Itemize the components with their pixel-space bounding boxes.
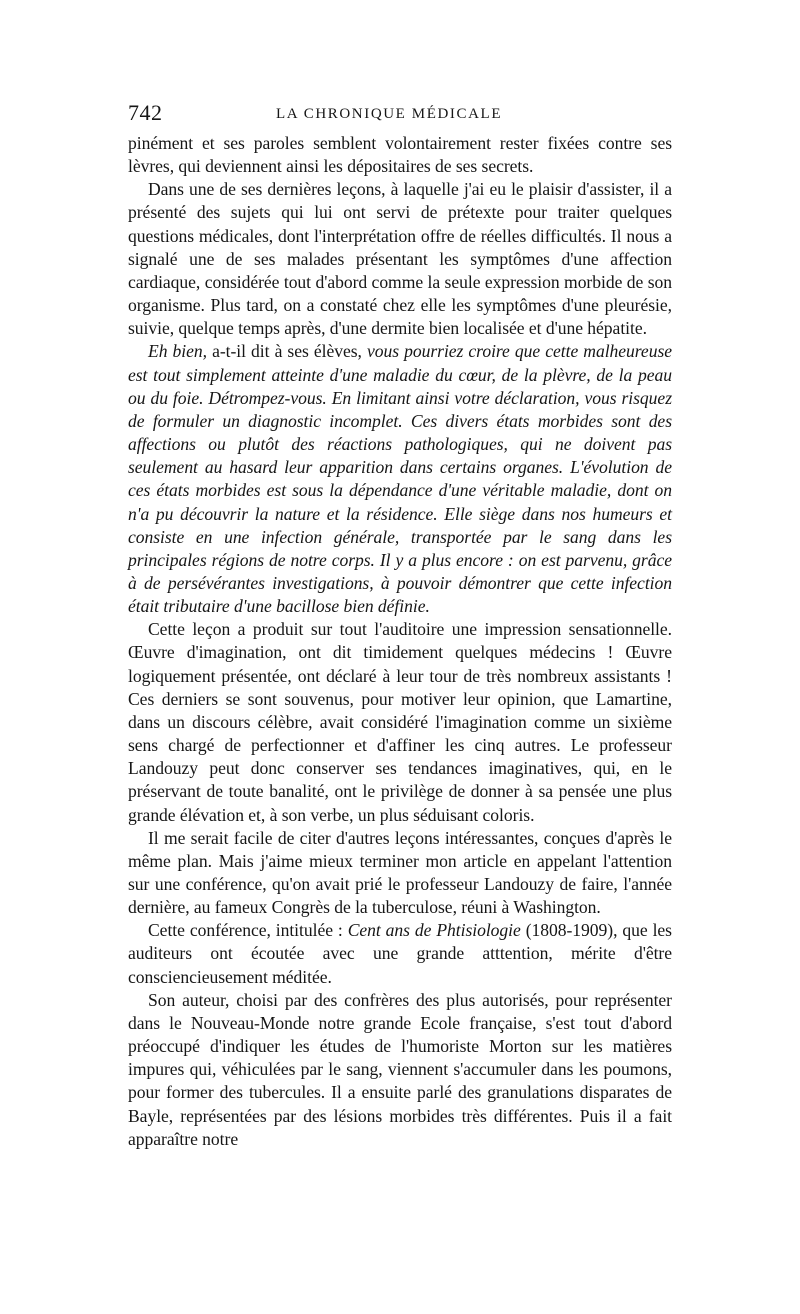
paragraph-other-lessons: Il me serait facile de citer d'autres leçons intéressantes, conçues d'après le même plan. Mais j'aime mieux terminer mon article en appelant l'attention sur une conférence, qu'on avait prié le professeur Landouzy de faire, l'année dernière, au fameux Congrès de la tuberculose, réuni à Washington. bbox=[128, 827, 672, 918]
paragraph-reception: Cette leçon a produit sur tout l'auditoire une impression sensationnelle. Œuvre d'imagination, ont dit timidement quelques médecins ! Œuvre logiquement présentée, ont déclaré à leur tour de très nombreux assistants ! Ces derniers se sont souvenus, pour motiver leur opinion, que Lamartine, dans un discours célèbre, avait considéré l'imagination comme un sixième sens chargé de perfectionner et d'affiner les cinq autres. Le professeur Landouzy peut donc conserver ses tendances imaginatives, qui, en le préservant de toute banalité, ont le privilège de donner à sa pensée une plus grande élévation et, à son verbe, un plus séduisant coloris. bbox=[128, 619, 672, 825]
quote-lead: Eh bien, bbox=[148, 341, 207, 362]
conference-title: Cent ans de Phtisiologie bbox=[347, 920, 521, 941]
book-page bbox=[128, 96, 672, 1151]
conference-details: (1808-1909), que les auditeurs ont écoutée avec une grande atttention, mérite d'être consciencieusement méditée. bbox=[128, 920, 672, 987]
page-number: 742 bbox=[128, 100, 163, 125]
paragraph-author: Son auteur, choisi par des confrères des plus autorisés, pour représenter dans le Nouveau-Monde notre grande Ecole française, s'est tout d'abord préoccupé d'indiquer les études de l'humoriste Morton sur les matières impures qui, véhiculées par le sang, viennent s'accumuler dans les poumons, pour former des tubercules. Il a ensuite parlé des granulations disparates de Bayle, représentées par des lésions morbides très différentes. Puis il a fait apparaître notre bbox=[128, 989, 672, 1149]
paragraph-lecture: Dans une de ses dernières leçons, à laquelle j'ai eu le plaisir d'assister, il a présenté des sujets qui lui ont servi de prétexte pour traiter quelques questions médicales, dont l'interprétation offre de réelles difficultés. Il nous a signalé une de ses malades présentant les symptômes d'une affection cardiaque, considérée tout d'abord comme la seule expression morbide de son organisme. Plus tard, on a constaté chez elle les symptômes d'une pleurésie, suivie, quelque temps après, d'une dermite bien localisée et d'une hépatite. bbox=[128, 179, 672, 339]
journal-title: LA CHRONIQUE MÉDICALE bbox=[276, 106, 503, 122]
paragraph-continuation: pinément et ses paroles semblent volontairement rester fixées contre ses lèvres, qui deviennent ainsi les dépositaires de ses secrets. bbox=[128, 133, 672, 177]
conference-intro: Cette conférence, intitulée : bbox=[148, 920, 348, 941]
quoted-lesson-text: vous pourriez croire que cette malheureuse est tout simplement atteinte d'une maladie du cœur, de la plèvre, de la peau ou du foie. Détrompez-vous. En limitant ainsi votre déclaration, vous risquez de formuler un diagnostic incomplet. Ces divers états morbides sont des affections ou plutôt des réactions pathologiques, qui ne doivent pas seulement au hasard leur apparition dans certains organes. L'évolution de ces états morbides est sous la dépendance d'une véritable maladie, dont on n'a pu découvrir la nature et la résidence. Elle siège dans nos humeurs et consiste en une infection générale, transportée par le sang dans les principales régions de notre corps. Il y a plus encore : on est parvenu, grâce à de persévérantes investigations, à pouvoir démontrer que cette infection était tributaire d'une bacillose bien définie. bbox=[128, 341, 672, 617]
quote-attribution: a-t-il dit à ses élèves, bbox=[206, 341, 367, 362]
paragraph-quoted-lesson bbox=[128, 340, 672, 618]
paragraph-conference bbox=[128, 919, 672, 988]
running-head bbox=[128, 96, 672, 132]
body-text bbox=[128, 132, 672, 1151]
